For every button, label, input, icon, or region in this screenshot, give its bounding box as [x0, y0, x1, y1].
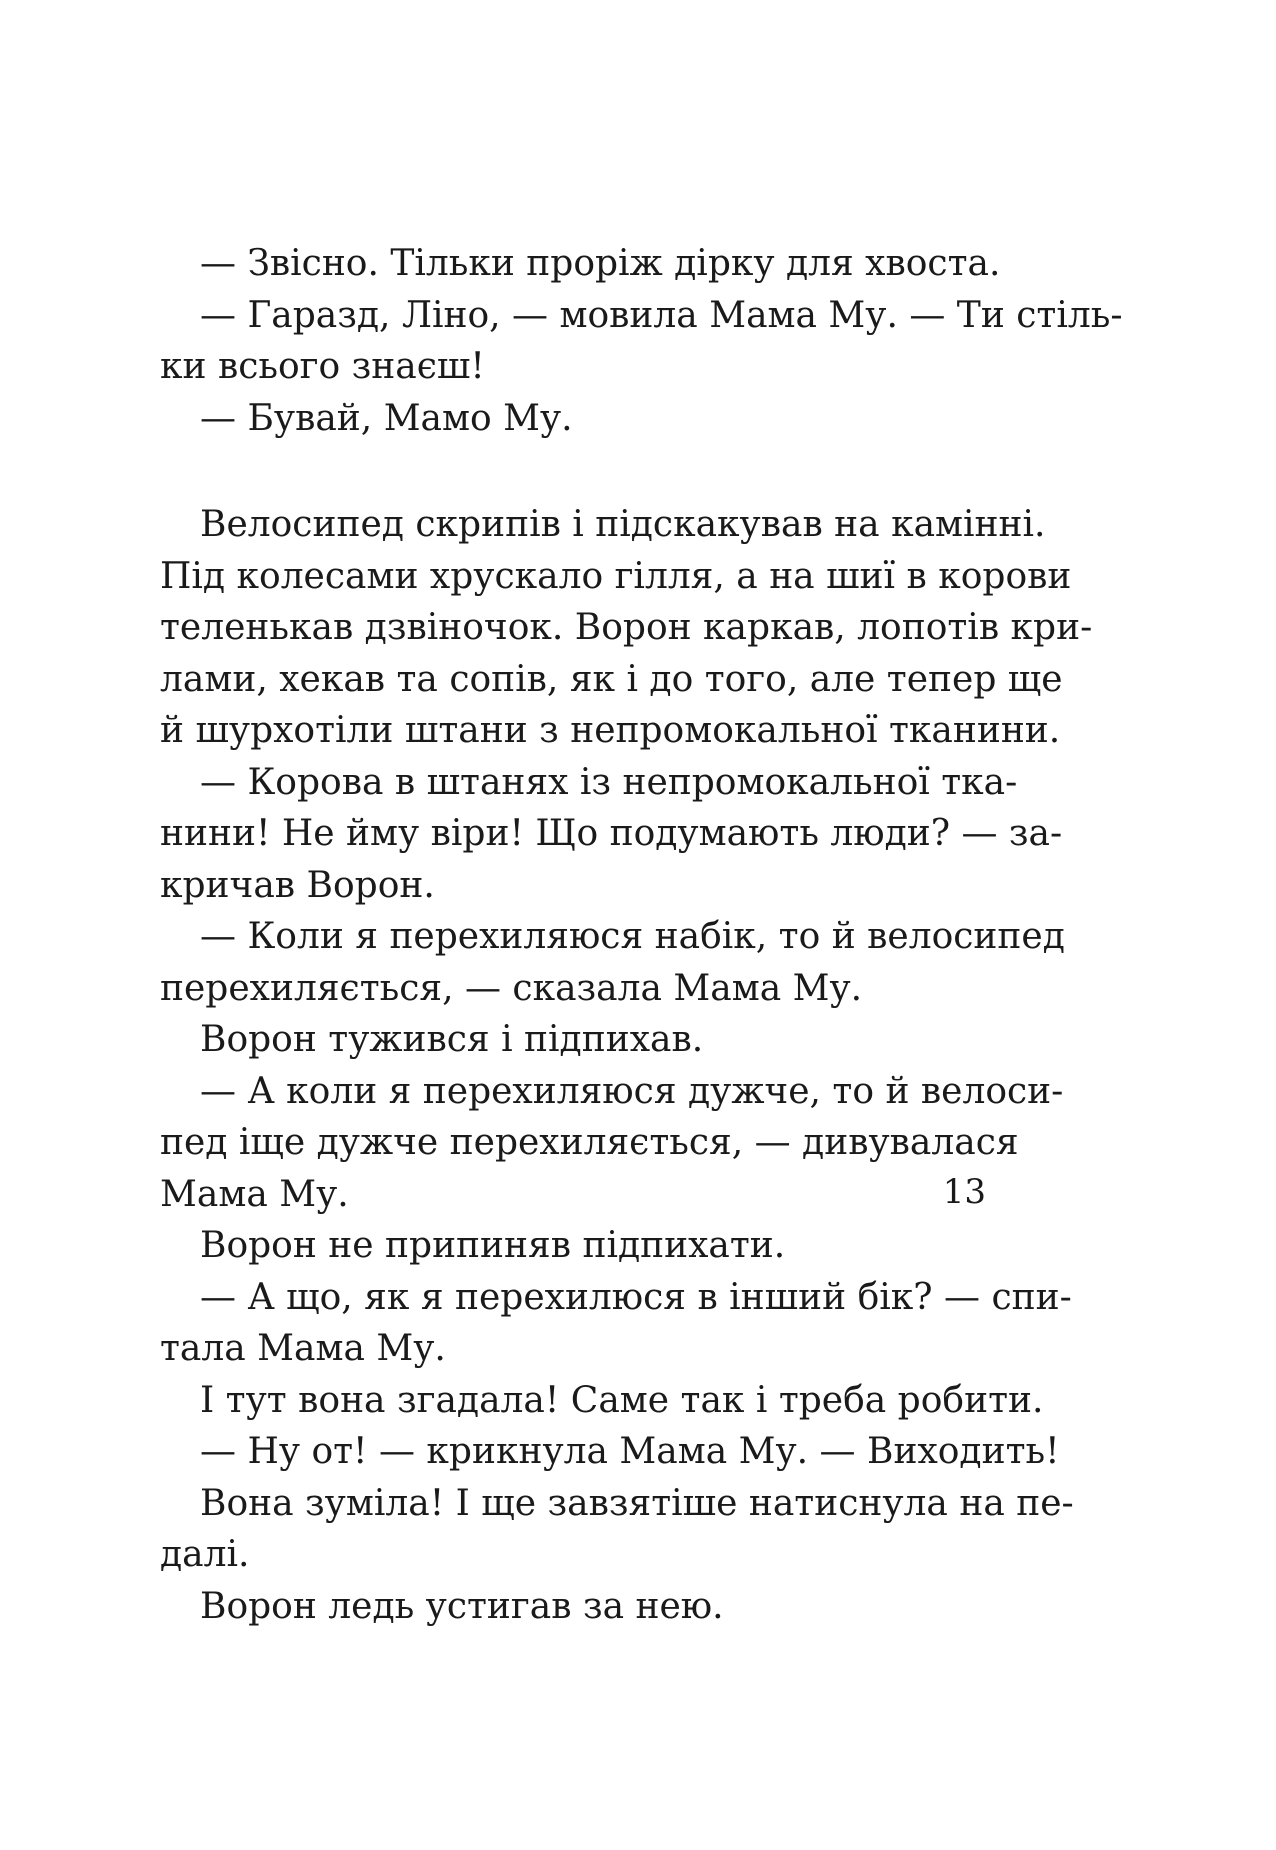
text-line: далі.: [160, 1534, 250, 1575]
text-line: Під колесами хрускало гілля, а на шиї в корови: [160, 555, 1072, 597]
text-line: перехиляється, — сказала Мама Му.: [160, 967, 863, 1009]
text-line: нини! Не йму віри! Що подумають люди? — за-: [160, 813, 1063, 854]
text-line: ки всього знаєш!: [160, 346, 485, 387]
dialogue-block: [160, 238, 1123, 444]
text-line: Ворон не припиняв підпихати.: [200, 1225, 786, 1266]
page-number: 13: [942, 1172, 986, 1212]
text-line: теленькав дзвіночок. Ворон каркав, лопотів кри-: [160, 607, 1093, 648]
text-line: Велосипед скрипів і підскакував на камінні.: [200, 504, 1046, 545]
text-line: — А коли я перехиляюся дужче, то й велоси-: [200, 1070, 1064, 1112]
text-line: — Гаразд, Ліно, — мовила Мама Му. — Ти стіль-: [200, 294, 1123, 336]
text-line: — Корова в штанях із непромокальної тка-: [200, 761, 1018, 803]
text-line: Ворон тужився і підпихав.: [200, 1019, 704, 1060]
text-line: Вона зуміла! І ще завзятіше натиснула на пе-: [200, 1482, 1074, 1524]
text-line: й шурхотіли штани з непромокальної тканини.: [160, 710, 1061, 751]
text-line: — Коли я перехиляюся набік, то й велосипед: [200, 916, 1065, 957]
narrative-block: [160, 499, 1093, 1632]
text-line: — Бувай, Мамо Му.: [200, 397, 573, 439]
text-line: — А що, як я перехилюся в інший бік? — спи-: [200, 1276, 1072, 1318]
text-line: кричав Ворон.: [160, 864, 435, 906]
text-line: — Ну от! — крикнула Мама Му. — Виходить!: [200, 1431, 1060, 1472]
text-line: тала Мама Му.: [160, 1328, 446, 1369]
text-line: пед іще дужче перехиляється, — дивувалася: [160, 1122, 1019, 1163]
section-gap: [160, 444, 986, 499]
text-line: І тут вона згадала! Саме так і треба робити.: [200, 1379, 1044, 1421]
text-line: Мама Му.: [160, 1173, 349, 1215]
text-line: — Звісно. Тільки проріж дірку для хвоста.: [200, 243, 1001, 284]
book-page: [160, 238, 1123, 1632]
text-line: Ворон ледь устигав за нею.: [200, 1585, 724, 1627]
text-line: лами, хекав та сопів, як і до того, але тепер ще: [160, 658, 1063, 700]
